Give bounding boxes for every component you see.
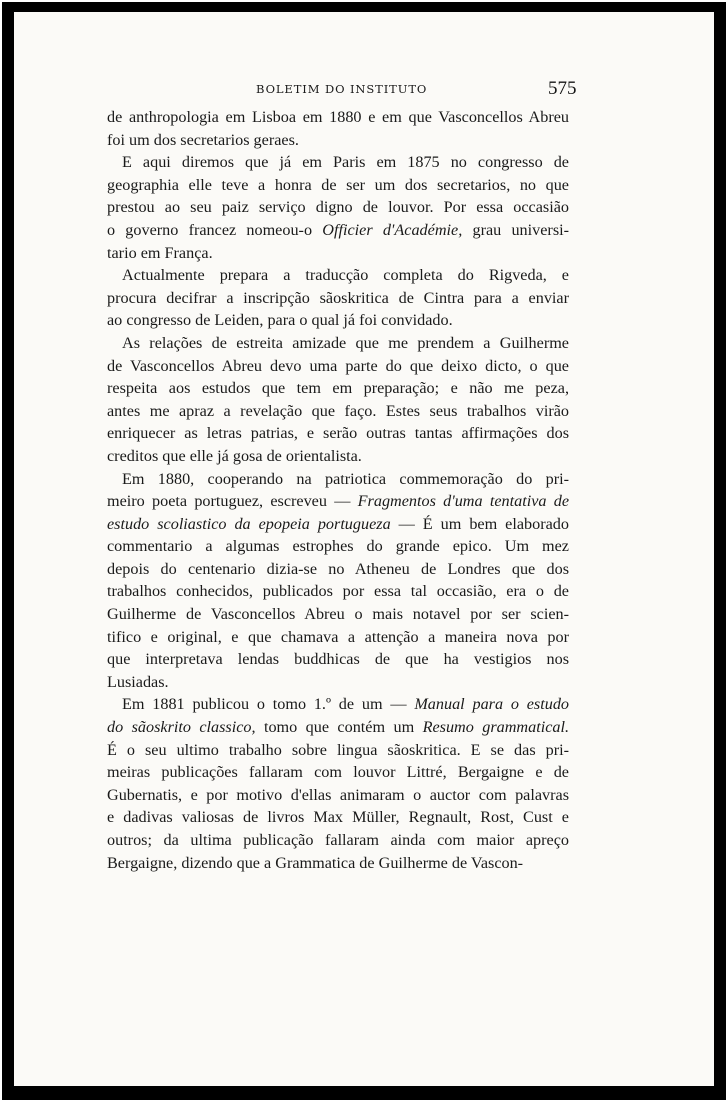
text-segment: commentario a algumas estrophes do grande epico. Um mez bbox=[107, 537, 569, 556]
italic-text: do sãoskrito classico, bbox=[107, 718, 256, 737]
text-segment: outros; da ultima publicação fallaram ainda com maior apreço bbox=[107, 831, 569, 849]
text-segment: Guilherme de Vasconcellos Abreu o mais notavel por ser scien- bbox=[107, 605, 569, 624]
text-line bbox=[107, 558, 569, 581]
text-line bbox=[107, 242, 569, 265]
text-segment: respeita aos estudos que tem em preparação; e não me peza, bbox=[107, 379, 569, 398]
text-line bbox=[107, 626, 569, 649]
text-segment: E aqui diremos que já em Paris em 1875 no congresso de bbox=[122, 153, 569, 172]
text-segment: o governo francez nomeou-o bbox=[107, 220, 323, 239]
text-segment: geographia elle teve a honra de ser um dos secretarios, no que bbox=[107, 175, 569, 194]
italic-text: Manual para o estudo bbox=[414, 695, 569, 714]
text-line bbox=[107, 151, 569, 174]
text-line bbox=[107, 761, 569, 784]
text-line bbox=[107, 106, 569, 129]
text-line bbox=[107, 332, 569, 355]
text-line bbox=[107, 535, 569, 558]
text-segment: prestou ao seu paiz serviço digno de louvor. Por essa occasião bbox=[107, 198, 569, 217]
text-segment: foi um dos secretarios geraes. bbox=[107, 130, 299, 149]
text-segment: Em 1880, cooperando na patriotica commemoração do pri- bbox=[122, 469, 569, 488]
text-line bbox=[107, 445, 569, 468]
text-segment: procura decifrar a inscripção sãoskritica de Cintra para a enviar bbox=[107, 288, 569, 307]
text-segment: enriquecer as letras patrias, e serão outras tantas affirmações dos bbox=[107, 424, 569, 443]
text-segment: depois do centenario dizia-se no Atheneu de Londres que dos bbox=[107, 559, 569, 578]
text-segment: creditos que elle já gosa de orientalista. bbox=[107, 446, 362, 465]
body-text bbox=[107, 106, 569, 874]
text-segment: trabalhos conhecidos, publicados por essa tal occasião, era o de bbox=[107, 582, 569, 601]
text-segment: que interpretava lendas buddhicas de que ha vestigios nos bbox=[107, 650, 569, 669]
text-line bbox=[107, 580, 569, 603]
text-line bbox=[107, 829, 569, 852]
text-segment: Bergaigne, dizendo que a Grammatica de Guilherme de Vascon- bbox=[107, 853, 524, 872]
text-line bbox=[107, 806, 569, 829]
text-line bbox=[107, 129, 569, 152]
text-line bbox=[107, 219, 569, 242]
text-line bbox=[107, 739, 569, 762]
text-segment: tomo que contém um bbox=[255, 718, 423, 737]
text-segment: de anthropologia em Lisboa em 1880 e em que Vasconcellos Abreu bbox=[107, 108, 569, 126]
text-segment: tifico e original, e que chamava a attenção a maneira nova por bbox=[107, 627, 569, 646]
text-segment: — É um bem elaborado bbox=[390, 514, 569, 533]
text-segment: tario em França. bbox=[107, 243, 213, 262]
text-line bbox=[107, 490, 569, 513]
text-line bbox=[107, 287, 569, 310]
text-line bbox=[107, 309, 569, 332]
text-line bbox=[107, 400, 569, 423]
text-line bbox=[107, 603, 569, 626]
text-line bbox=[107, 693, 569, 716]
text-line bbox=[107, 852, 569, 875]
text-segment: meiro poeta portuguez, escreveu — bbox=[107, 492, 358, 511]
text-segment: Lusiadas. bbox=[107, 672, 169, 691]
running-header bbox=[0, 78, 728, 102]
text-line bbox=[107, 784, 569, 807]
italic-text: Officier d'Académie, bbox=[322, 220, 463, 239]
text-segment: grau universi- bbox=[462, 220, 569, 239]
running-title: BOLETIM DO INSTITUTO bbox=[256, 82, 428, 96]
text-segment: Actualmente prepara a traducção completa do Rigveda, e bbox=[122, 266, 569, 285]
text-segment: ao congresso de Leiden, para o qual já foi convidado. bbox=[107, 311, 453, 330]
text-line bbox=[107, 196, 569, 219]
text-line bbox=[107, 671, 569, 694]
text-segment: É o seu ultimo trabalho sobre lingua sãoskritica. E se das pri- bbox=[107, 740, 569, 759]
text-line bbox=[107, 264, 569, 287]
italic-text: Resumo grammatical. bbox=[422, 718, 569, 737]
text-segment: meiras publicações fallaram com louvor Littré, Bergaigne e de bbox=[107, 763, 569, 782]
text-line bbox=[107, 377, 569, 400]
text-segment: Em 1881 publicou o tomo 1.º de um — bbox=[122, 695, 415, 714]
text-line bbox=[107, 648, 569, 671]
italic-text: estudo scoliastico da epopeia portugueza bbox=[107, 514, 391, 533]
text-line bbox=[107, 422, 569, 445]
text-line bbox=[107, 716, 569, 739]
text-segment: Gubernatis, e por motivo d'ellas animaram o auctor com palavras bbox=[107, 785, 569, 804]
text-segment: e dadivas valiosas de livros Max Müller, Regnault, Rost, Cust e bbox=[107, 808, 569, 827]
text-segment: antes me apraz a revelação que faço. Estes seus trabalhos virão bbox=[107, 401, 569, 420]
text-segment: As relações de estreita amizade que me prendem a Guilherme bbox=[122, 333, 569, 352]
italic-text: Fragmentos d'uma tentativa de bbox=[357, 492, 569, 511]
text-line bbox=[107, 174, 569, 197]
text-line bbox=[107, 513, 569, 536]
text-line bbox=[107, 355, 569, 378]
text-segment: de Vasconcellos Abreu devo uma parte do que deixo dicto, o que bbox=[107, 356, 569, 375]
page-number: 575 bbox=[548, 78, 577, 99]
text-line bbox=[107, 468, 569, 491]
